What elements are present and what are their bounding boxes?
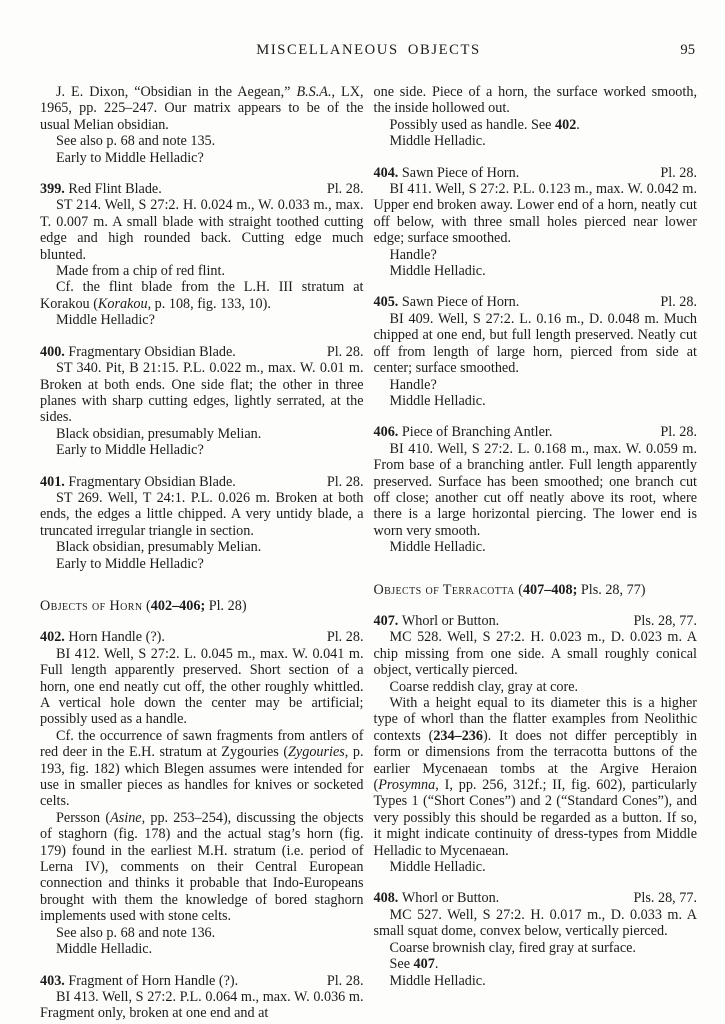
text-run: Middle Helladic. (389, 539, 486, 556)
entry-title (374, 165, 520, 181)
text-run: BI 412. Well, S 27:2. L. 0.045 m., max. W. 0.041 m. Full length apparently preserved. Short section of a horn, one end neatly cut off, the other roughly whittled. A vertical hole down the center may be artificial; possibly used as a handle. (40, 645, 364, 728)
paragraph (40, 539, 364, 555)
entry-title-text: Fragmentary Obsidian Blade. (68, 343, 236, 360)
text-run: Objects of Terracotta (373, 581, 515, 598)
entry-number: 401. (40, 473, 69, 490)
text-run: Coarse reddish clay, gray at core. (389, 678, 579, 695)
text-run: BI 410. Well, S 27:2. L. 0.168 m., max. W. 0.059 m. From base of a branching antler. Full length apparently preserved. Surface has been smoothed; one branch cut off close; another cut off neatly above its root, where there is a large horizontal piercing. The lower end is worn very smooth. (373, 440, 697, 539)
text-run: , p. 108, fig. 133, 10). (147, 295, 271, 312)
section-heading (374, 582, 698, 598)
paragraph (374, 907, 698, 940)
continuation-paragraphs (374, 84, 698, 150)
plate-reference: Pl. 28. (660, 294, 697, 311)
paragraph (374, 117, 698, 133)
entry-title (40, 629, 165, 645)
text-run: Prosymna (378, 777, 436, 794)
paragraph (374, 133, 698, 149)
plate-reference: Pl. 28. (326, 972, 364, 989)
entry-number: 405. (373, 294, 402, 311)
catalog-entry-405 (374, 294, 698, 409)
entry-title-text: Red Flint Blade. (68, 181, 162, 198)
paragraph (40, 989, 364, 1022)
entry-title (374, 890, 500, 906)
entry-number: 407. (373, 612, 402, 629)
catalog-entry-399 (40, 181, 364, 329)
plate-reference: Pl. 28. (326, 181, 364, 198)
paragraph (374, 311, 698, 377)
plate-reference: Pl. 28. (326, 343, 364, 360)
text-run: BI 409. Well, S 27:2. L. 0.16 m., D. 0.048 m. Much chipped at one end, but full length preserved. Neatly cut off from length of large horn, pierced from side at center; surface smoothed. (373, 310, 697, 377)
text-run: Zygouries (288, 744, 345, 761)
plate-reference: Pl. 28. (326, 473, 364, 490)
paragraph (40, 360, 364, 426)
entry-title-text: Sawn Piece of Horn. (401, 164, 520, 181)
text-run: Early to Middle Helladic? (56, 442, 204, 459)
entry-heading (374, 165, 698, 181)
text-run: Handle? (389, 246, 437, 263)
entry-heading (40, 973, 364, 989)
paragraph (40, 925, 364, 941)
entry-title (40, 344, 236, 360)
paragraph (40, 279, 364, 312)
paragraph (374, 84, 698, 117)
paragraph (374, 940, 698, 956)
entry-title-text: Sawn Piece of Horn. (401, 294, 520, 311)
entry-title (40, 474, 236, 490)
text-run: With a height equal to its diameter this is a higher type of whorl than the flatter examples from Neolithic contexts ( (373, 695, 697, 744)
text-run: Possibly used as handle. See (389, 116, 556, 133)
entry-title (374, 424, 553, 440)
text-run: , pp. 253–254), discussing the objects of staghorn (fig. 178) and the actual stag’s horn (fig. 179) found in the earliest M.H. stratum (i.e. period of Lerna IV), comments on their Central European connection and thinks it probable that Indo-Europeans brought with them the knowledge of bored staghorn implements used with stone celts. (40, 809, 364, 925)
paragraph (40, 646, 364, 728)
entry-heading (374, 890, 698, 906)
right-column (374, 84, 698, 1022)
text-run: Middle Helladic. (389, 392, 486, 409)
paragraph (374, 956, 698, 972)
paragraph (40, 941, 364, 957)
paragraph (40, 150, 364, 166)
text-run: BI 413. Well, S 27:2. P.L. 0.064 m., max. W. 0.036 m. Fragment only, broken at one end and at (40, 988, 364, 1022)
text-columns (40, 84, 697, 1022)
text-run: Persson ( (56, 809, 111, 826)
text-run: ST 340. Pit, B 21:15. P.L. 0.022 m., max. W. 0.01 m. Broken at both ends. One side flat; the other in three planes with sharp cutting edges, lightly serrated, at the sides. (40, 360, 364, 426)
paragraph (374, 539, 698, 555)
entry-number: 403. (40, 972, 69, 989)
entry-title (374, 613, 500, 629)
continuation-paragraphs (40, 84, 364, 166)
entry-title-text: Fragment of Horn Handle (?). (68, 972, 239, 989)
paragraph (40, 312, 364, 328)
paragraph (40, 490, 364, 539)
text-run: one side. Piece of a horn, the surface worked smooth, the inside hollowed out. (373, 84, 697, 117)
section-heading (40, 598, 364, 614)
text-run: , p. 193, fig. 182) which Blegen assumes were intended for use in smaller pieces as handles for knives or socketed celts. (40, 744, 364, 810)
entry-number: 399. (40, 181, 69, 198)
text-run: 407–408; (522, 581, 578, 598)
text-run: Coarse brownish clay, fired gray at surface. (389, 939, 636, 956)
entry-number: 408. (373, 890, 402, 907)
text-run: Black obsidian, presumably Melian. (56, 425, 262, 442)
entry-heading (40, 181, 364, 197)
text-run: ST 214. Well, S 27:2. H. 0.024 m., W. 0.033 m., max. T. 0.007 m. A small blade with straight toothed cutting edge and high rounded back. Cutting edge much blunted. (40, 197, 364, 263)
text-run: Middle Helladic. (56, 941, 153, 958)
text-run: . (434, 956, 439, 973)
entry-number: 406. (373, 424, 402, 441)
paragraph (374, 695, 698, 859)
paragraph (40, 197, 364, 263)
plate-reference: Pl. 28. (326, 629, 364, 646)
text-run: MC 527. Well, S 27:2. H. 0.017 m., D. 0.033 m. A small squat dome, convex below, vertically pierced. (373, 906, 697, 940)
left-column (40, 84, 364, 1022)
entry-title-text: Piece of Branching Antler. (401, 424, 553, 441)
paragraph (374, 629, 698, 678)
catalog-entry-407 (374, 613, 698, 876)
paragraph (374, 247, 698, 263)
text-run: J. E. Dixon, “Obsidian in the Aegean,” (56, 84, 297, 100)
paragraph (40, 263, 364, 279)
paragraph (40, 728, 364, 810)
paragraph (374, 973, 698, 989)
running-title: MISCELLANEOUS OBJECTS (256, 42, 481, 58)
paragraph (40, 426, 364, 442)
entry-heading (40, 629, 364, 645)
text-run: 407 (413, 956, 435, 973)
text-run: B.S.A. (296, 84, 332, 100)
text-run: See also p. 68 and note 136. (56, 924, 216, 941)
paragraph (374, 393, 698, 409)
text-run: BI 411. Well, S 27:2. P.L. 0.123 m., max. W. 0.042 m. Upper end broken away. Lower end of a horn, neatly cut off below, with three small holes pierced near lower edge; surface smoothed. (373, 181, 697, 247)
text-run: , I, pp. 256, 312f.; II, fig. 602), particularly Types 1 (“Short Cones”) and 2 (“Standard Cones”), and very possibly this should be regarded as a button. If so, it might indicate continuity of dress-types from Middle Helladic to Mycenaean. (373, 777, 697, 859)
catalog-entry-408 (374, 890, 698, 988)
text-run: MC 528. Well, S 27:2. H. 0.023 m., D. 0.023 m. A chip missing from one side. A small roughly conical object, vertically pierced. (373, 629, 697, 679)
text-run: 402–406; (150, 597, 206, 614)
page-number: 95 (680, 42, 695, 58)
text-run: Middle Helladic. (389, 859, 486, 876)
entry-title (374, 294, 520, 310)
entry-heading (40, 344, 364, 360)
entry-title-text: Whorl or Button. (401, 612, 500, 629)
entry-heading (374, 294, 698, 310)
entry-number: 402. (40, 629, 69, 646)
catalog-entry-403 (40, 973, 364, 1022)
text-run: ST 269. Well, T 24:1. P.L. 0.026 m. Broken at both ends, the edges a little chipped. A very untidy blade, a truncated irregular triangle in section. (40, 489, 364, 539)
paragraph (374, 181, 698, 247)
text-run: . (576, 116, 580, 133)
catalog-entry-404 (374, 165, 698, 280)
catalog-entry-400 (40, 344, 364, 459)
text-run: See also p. 68 and note 135. (56, 133, 216, 150)
paragraph (374, 679, 698, 695)
text-run: Middle Helladic. (389, 972, 486, 989)
text-run: Objects of Horn (40, 597, 143, 614)
text-run: Asine (110, 809, 142, 826)
text-run: Middle Helladic. (389, 133, 486, 150)
text-run: Pl. 28) (205, 597, 247, 614)
text-run: 234–236 (433, 727, 483, 744)
text-run: See (389, 956, 414, 973)
text-run: Cf. the flint blade from the L.H. III stratum at Korakou ( (40, 279, 364, 312)
paragraph (40, 810, 364, 925)
plate-reference: Pl. 28. (660, 164, 697, 181)
text-run: 402 (555, 116, 577, 133)
text-run: Cf. the occurrence of sawn fragments from antlers of red deer in the E.H. stratum at Zygouries ( (40, 727, 364, 761)
text-run: Black obsidian, presumably Melian. (56, 539, 262, 556)
paragraph (374, 441, 698, 539)
text-run: , LX, 1965, pp. 225–247. Our matrix appears to be of the usual Melian obsidian. (40, 84, 364, 133)
text-run: ). It does not differ perceptibly in form or dimensions from the terracotta buttons of the earlier Mycenaean tombs at the Argive Heraion ( (373, 727, 697, 794)
paragraph (40, 556, 364, 572)
entry-title-text: Fragmentary Obsidian Blade. (68, 473, 236, 490)
text-run: Korakou (97, 295, 148, 312)
entry-number: 400. (40, 343, 69, 360)
text-run: Early to Middle Helladic? (56, 149, 204, 166)
entry-title (40, 181, 162, 197)
paragraph (374, 377, 698, 393)
entry-title-text: Horn Handle (?). (68, 629, 165, 646)
entry-heading (40, 474, 364, 490)
paragraph (40, 84, 364, 133)
paragraph (374, 263, 698, 279)
entry-heading (374, 613, 698, 629)
catalog-entry-406 (374, 424, 698, 555)
text-run: Middle Helladic. (389, 263, 486, 280)
text-run: Pls. 28, 77) (577, 581, 646, 598)
paragraph (40, 442, 364, 458)
page-header (40, 42, 697, 60)
entry-title (40, 973, 238, 989)
catalog-entry-402 (40, 629, 364, 957)
entry-title-text: Whorl or Button. (401, 890, 500, 907)
catalog-entry-401 (40, 474, 364, 572)
text-run: Middle Helladic? (56, 312, 155, 329)
plate-reference: Pls. 28, 77. (633, 890, 697, 907)
text-run: Early to Middle Helladic? (56, 555, 204, 572)
paragraph (40, 133, 364, 149)
text-run: Made from a chip of red flint. (56, 263, 226, 280)
plate-reference: Pl. 28. (660, 424, 697, 441)
entry-number: 404. (373, 164, 402, 181)
text-run: Handle? (389, 376, 437, 393)
plate-reference: Pls. 28, 77. (633, 612, 697, 629)
paragraph (374, 859, 698, 875)
text-run: ( (142, 597, 151, 614)
text-run: ( (514, 581, 523, 598)
entry-heading (374, 424, 698, 440)
